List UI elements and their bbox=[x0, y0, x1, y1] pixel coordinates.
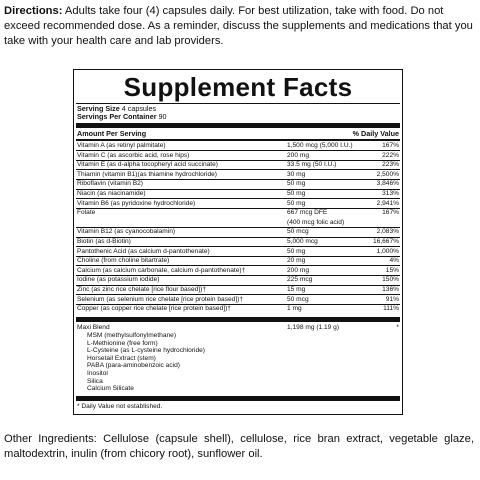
nutrient-daily-value: 2,500% bbox=[376, 170, 399, 178]
nutrient-amount: 50 mg bbox=[287, 247, 306, 255]
nutrient-amount: 50 mcg bbox=[287, 228, 309, 236]
nutrient-name: Vitamin B6 (as pyridoxine hydrochloride) bbox=[77, 199, 196, 207]
blend-ingredient: L-Cysteine (as L-cysteine hydrochloride) bbox=[87, 347, 206, 355]
nutrient-amount: 15 mg bbox=[287, 286, 306, 293]
nutrient-daily-value: 313% bbox=[382, 190, 399, 197]
nutrient-daily-value: 150% bbox=[382, 276, 399, 284]
nutrient-amount: 225 mcg bbox=[287, 276, 313, 284]
nutrient-amount: 50 mg bbox=[287, 180, 306, 188]
nutrient-daily-value: 2,083% bbox=[376, 228, 399, 236]
directions-label: Directions: bbox=[4, 5, 63, 17]
nutrient-name: Riboflavin (vitamin B2) bbox=[77, 180, 143, 188]
nutrient-amount: 200 mg bbox=[287, 151, 309, 159]
nutrient-amount: 50 mcg bbox=[287, 295, 309, 303]
nutrient-daily-value: 16,667% bbox=[372, 238, 399, 245]
nutrient-name: Niacin (as niacinamide) bbox=[77, 190, 146, 197]
blend-ingredient: Horsetail Extract (stem) bbox=[87, 354, 156, 362]
nutrient-name: Vitamin B12 (as cyanocobalamin) bbox=[77, 228, 176, 236]
nutrient-name: Choline (from choline bitartrate) bbox=[77, 257, 170, 265]
blend-ingredient: Calcium Silicate bbox=[87, 385, 134, 393]
nutrient-daily-value: 4% bbox=[389, 257, 399, 265]
nutrient-name: Folate bbox=[77, 209, 96, 217]
blend-ingredient: Silica bbox=[87, 377, 103, 385]
nutrient-amount: (400 mcg folic acid) bbox=[287, 218, 345, 226]
nutrient-daily-value: 111% bbox=[383, 305, 399, 313]
row-divider bbox=[76, 208, 400, 209]
nutrient-amount: 20 mg bbox=[287, 257, 306, 265]
directions-body: Adults take four (4) capsules daily. For best utilization, take with food. Do not exceed recommended dose. As a reminder, discuss the supplements and medications that you take with your health care and lab providers. bbox=[4, 5, 473, 47]
nutrient-daily-value: 15% bbox=[385, 266, 399, 274]
footnote: * Daily Value not established. bbox=[77, 403, 163, 410]
blend-name: Maxi Blend bbox=[77, 324, 110, 331]
servings-per-container-value: 90 bbox=[158, 112, 167, 121]
blend-ingredient: MSM (methylsulfonylmethane) bbox=[87, 332, 177, 339]
panel-title: Supplement Facts bbox=[123, 72, 353, 102]
other-ingredients: Other Ingredients: Cellulose (capsule shell), cellulose, rice bran extract, vegetable glaze, maltodextrin, inulin (from chicory root), sunflower oil. bbox=[4, 433, 474, 460]
serving-size-label: Serving Size bbox=[77, 104, 120, 113]
nutrient-name: Vitamin C (as ascorbic acid, rose hips) bbox=[77, 151, 190, 159]
nutrient-daily-value: 167% bbox=[382, 142, 399, 149]
header-daily-value: % Daily Value bbox=[352, 129, 399, 138]
divider-medium bbox=[76, 139, 400, 141]
blend-amount: 1,198 mg (1.19 g) bbox=[287, 324, 340, 331]
blend-ingredient: L-Methionine (free form) bbox=[87, 339, 158, 347]
header-amount: Amount Per Serving bbox=[77, 129, 147, 138]
blend-ingredient: Inositol bbox=[87, 370, 108, 377]
nutrient-daily-value: 1,000% bbox=[376, 247, 399, 255]
nutrient-name: Iodine (as potassium iodide) bbox=[77, 276, 160, 284]
nutrient-amount: 50 mg bbox=[287, 190, 306, 197]
blend-ingredient: PABA (para-aminobenzoic acid) bbox=[87, 362, 180, 370]
nutrient-daily-value: 222% bbox=[382, 151, 399, 159]
supplement-facts-panel bbox=[73, 69, 403, 415]
nutrient-daily-value: 3,846% bbox=[376, 180, 399, 188]
nutrient-name: Thiamin (vitamin B1)(as thiamine hydrochloride) bbox=[77, 170, 217, 178]
nutrient-amount: 5,000 mcg bbox=[287, 238, 318, 245]
divider-thick bbox=[76, 123, 400, 128]
nutrient-amount: 200 mg bbox=[287, 266, 309, 274]
nutrient-name: Selenium (as selenium rice chelate [rice protein based])† bbox=[77, 295, 244, 303]
serving-size-value: 4 capsules bbox=[121, 104, 157, 113]
nutrient-name: Vitamin A (as retinyl palmitate) bbox=[77, 142, 166, 149]
nutrient-amount: 1 mg bbox=[287, 305, 302, 313]
divider-thick bbox=[76, 396, 400, 401]
nutrient-amount: 667 mcg DFE bbox=[287, 209, 328, 217]
nutrient-daily-value: 2,941% bbox=[376, 199, 399, 207]
nutrient-daily-value: 223% bbox=[382, 161, 399, 169]
nutrient-name: Vitamin E (as d-alpha tocopheryl acid succinate) bbox=[77, 161, 218, 169]
nutrient-name: Biotin (as d-Biotin) bbox=[77, 238, 131, 245]
servings-per-container bbox=[77, 113, 167, 121]
nutrient-name: Copper (as copper rice chelate [rice protein based])† bbox=[77, 305, 231, 313]
blend-dv: * bbox=[396, 324, 399, 331]
divider-thick bbox=[76, 317, 400, 322]
table-header bbox=[77, 129, 399, 138]
nutrient-name: Calcium (as calcium carbonate, calcium d-pantothenate)† bbox=[77, 266, 246, 274]
nutrient-daily-value: 91% bbox=[385, 295, 399, 303]
directions-text bbox=[4, 4, 476, 49]
nutrient-amount: 33.5 mg (50 I.U.) bbox=[287, 161, 337, 169]
nutrient-name: Pantothenic Acid (as calcium d-pantothenate) bbox=[77, 247, 210, 255]
nutrient-amount: 1,500 mcg (5,000 I.U.) bbox=[287, 142, 353, 149]
nutrient-daily-value: 167% bbox=[382, 209, 399, 217]
nutrient-daily-value: 136% bbox=[382, 286, 399, 293]
nutrient-amount: 50 mg bbox=[287, 199, 306, 207]
nutrient-amount: 30 mg bbox=[287, 170, 306, 178]
nutrient-name: Zinc (as zinc rice chelate [rice flour based])† bbox=[77, 286, 206, 293]
servings-per-container-label: Servings Per Container bbox=[77, 112, 157, 121]
